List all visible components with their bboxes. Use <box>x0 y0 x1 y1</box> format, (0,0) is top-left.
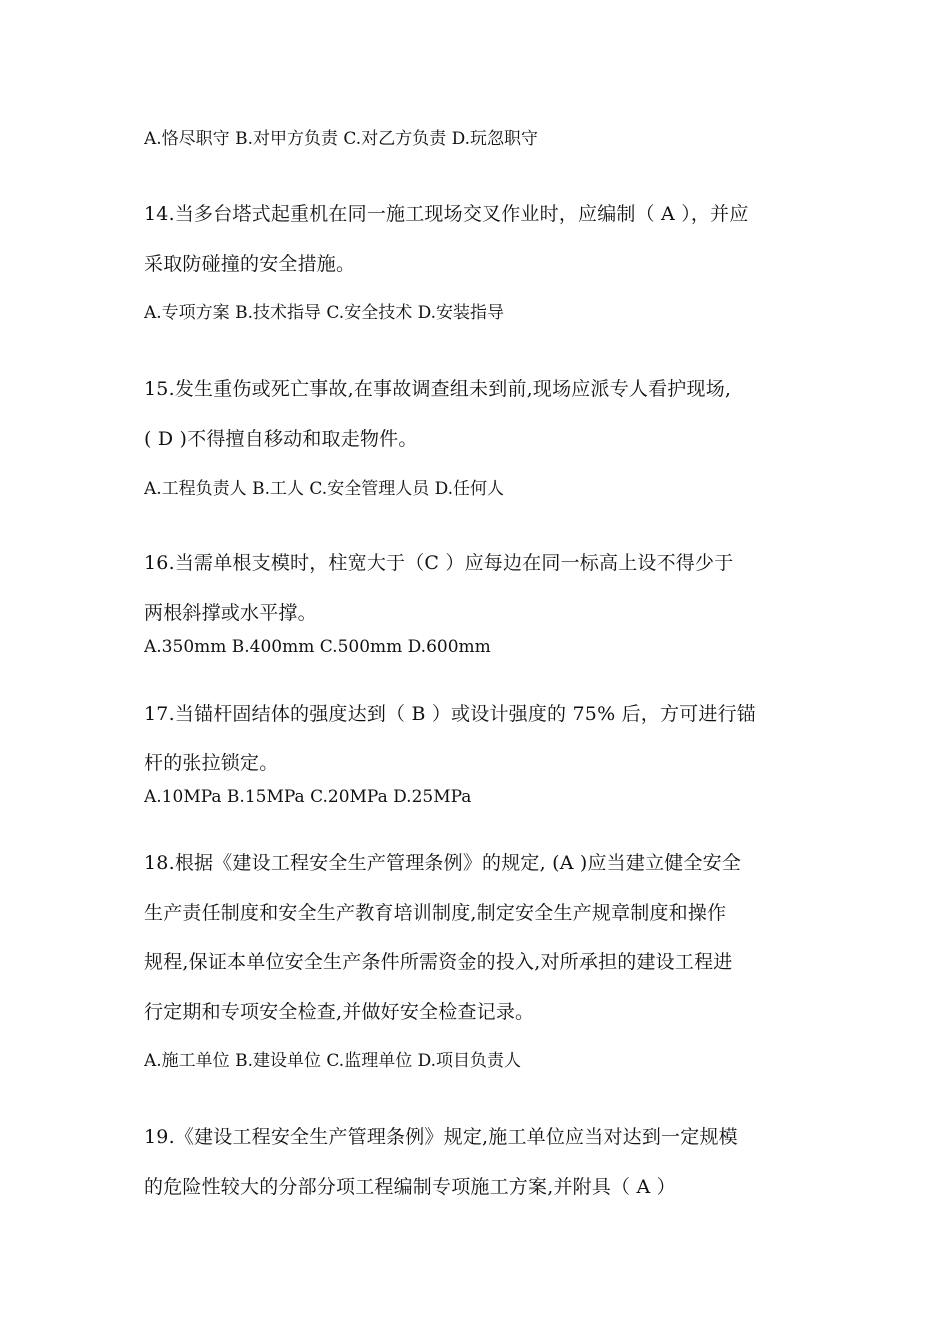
q18-text-line-3: 规程,保证本单位安全生产条件所需资金的投入,对所承担的建设工程进 <box>144 951 733 973</box>
q14-options: A.专项方案 B.技术指导 C.安全技术 D.安装指导 <box>144 303 505 323</box>
q19-text-line-2: 的危险性较大的分部分项工程编制专项施工方案,并附具（ A ） <box>144 1176 676 1198</box>
q18-options: A.施工单位 B.建设单位 C.监理单位 D.项目负责人 <box>144 1051 522 1071</box>
q13-options: A.恪尽职守 B.对甲方负责 C.对乙方负责 D.玩忽职守 <box>144 129 539 149</box>
q17-text-line-1: 17.当锚杆固结体的强度达到（ B ）或设计强度的 75% 后，方可进行锚 <box>144 703 756 725</box>
q16-text-line-2: 两根斜撑或水平撑。 <box>144 602 317 624</box>
q16-options: A.350mm B.400mm C.500mm D.600mm <box>144 637 491 657</box>
q18-text-line-2: 生产责任制度和安全生产教育培训制度,制定安全生产规章制度和操作 <box>144 902 727 924</box>
q18-text-line-1: 18.根据《建设工程安全生产管理条例》的规定, (A )应当建立健全安全 <box>144 852 742 874</box>
q14-text-line-1: 14.当多台塔式起重机在同一施工现场交叉作业时，应编制（ A ），并应 <box>144 203 749 225</box>
q15-options: A.工程负责人 B.工人 C.安全管理人员 D.任何人 <box>144 479 505 499</box>
q18-text-line-4: 行定期和专项安全检查,并做好安全检查记录。 <box>144 1001 535 1023</box>
q16-text-line-1: 16.当需单根支模时，柱宽大于（C ）应每边在同一标高上设不得少于 <box>144 552 734 574</box>
q15-text-line-2: ( D )不得擅自移动和取走物件。 <box>144 428 418 450</box>
q15-text-line-1: 15.发生重伤或死亡事故,在事故调查组未到前,现场应派专人看护现场, <box>144 378 732 400</box>
q17-text-line-2: 杆的张拉锁定。 <box>144 752 279 774</box>
q17-options: A.10MPa B.15MPa C.20MPa D.25MPa <box>144 787 472 807</box>
q19-text-line-1: 19.《建设工程安全生产管理条例》规定,施工单位应当对达到一定规模 <box>144 1126 738 1148</box>
q14-text-line-2: 采取防碰撞的安全措施。 <box>144 253 356 275</box>
